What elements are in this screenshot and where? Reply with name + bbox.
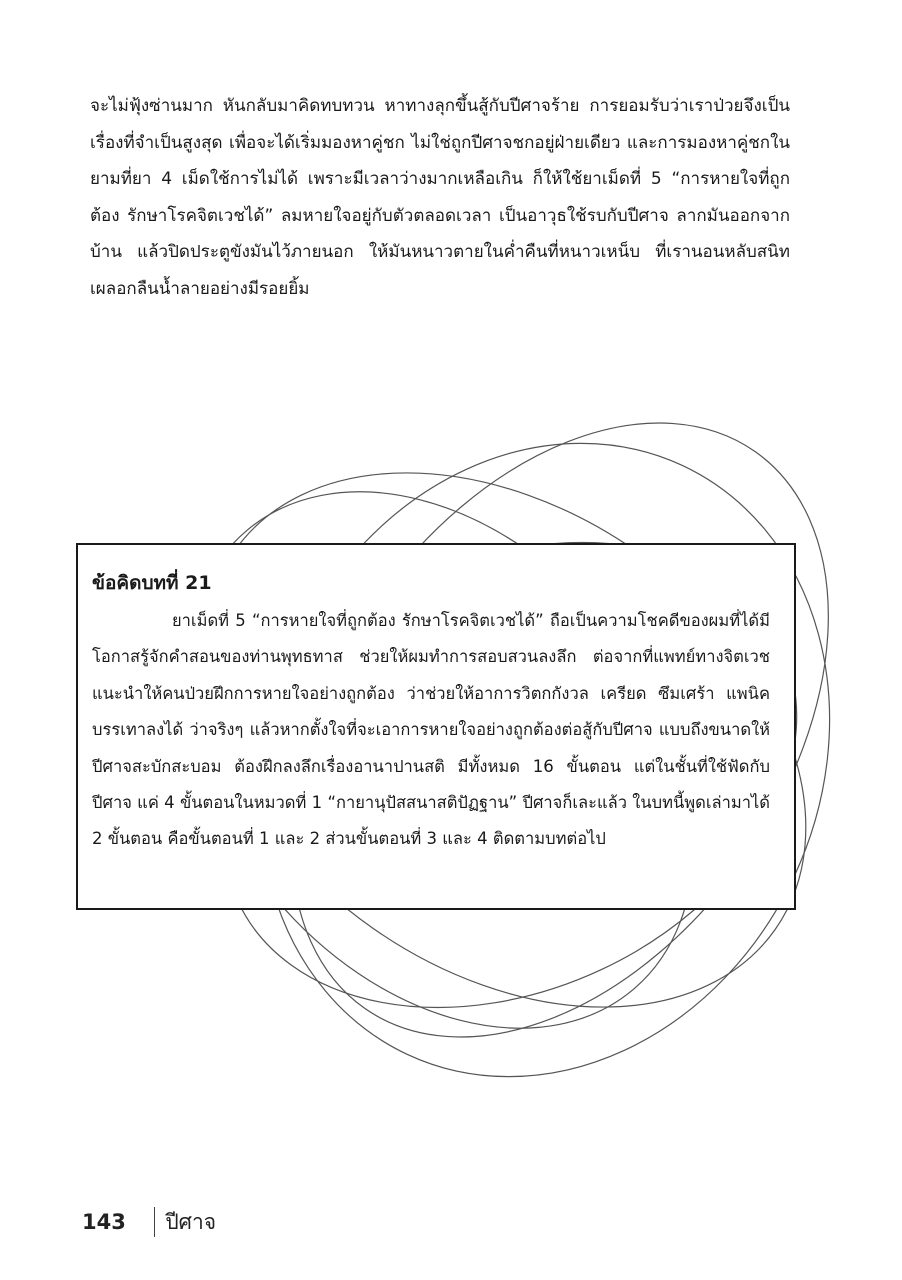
running-title: ปีศาจ <box>165 1209 217 1234</box>
page-footer <box>82 1204 216 1240</box>
reflection-box <box>76 543 796 910</box>
reflection-text: ยาเม็ดที่ 5 “การหายใจที่ถูกต้อง รักษาโรคจิตเวชได้” ถือเป็นความโชคดีของผมที่ได้มีโอกาสรู้จักคำสอนของท่านพุทธทาส ช่วยให้ผมทำการสอบสวนลงลึก ต่อจากที่แพทย์ทางจิตเวชแนะนำให้คนป่วยฝึกการหายใจอย่างถูกต้อง ว่าช่วยให้อาการวิตกกังวล เครียด ซึมเศร้า แพนิค บรรเทาลงได้ ว่าจริงๆ แล้วหากตั้งใจที่จะเอาการหายใจอย่างถูกต้องต่อสู้กับปีศาจ แบบถึงขนาดให้ปีศาจสะบักสะบอม ต้องฝึกลงลึกเรื่องอานาปานสติ มีทั้งหมด 16 ขั้นตอน แต่ในชั้นที่ใช้ฟัดกับปีศาจ แค่ 4 ขั้นตอนในหมวดที่ 1 “กายานุปัสสนาสติปัฏฐาน” ปีศาจก็เละแล้ว ในบทนี้พูดเล่ามาได้ 2 ขั้นตอน คือขั้นตอนที่ 1 และ 2 ส่วนขั้นตอนที่ 3 และ 4 ติดตามบทต่อไป <box>92 611 770 849</box>
reflection-title: ข้อคิดบทที่ 21 <box>92 572 212 594</box>
page-number: 143 <box>82 1210 126 1234</box>
footer-divider <box>154 1207 156 1237</box>
body-paragraph: จะไม่ฟุ้งซ่านมาก หันกลับมาคิดทบทวน หาทางลุกขึ้นสู้กับปีศาจร้าย การยอมรับว่าเราป่วยจึงเป็นเรื่องที่จำเป็นสูงสุด เพื่อจะได้เริ่มมองหาคู่ชก ไม่ใช่ถูกปีศาจชกอยู่ฝ่ายเดียว และการมองหาคู่ชกในยามที่ยา 4 เม็ดใช้การไม่ได้ เพราะมีเวลาว่างมากเหลือเกิน ก็ให้ใช้ยาเม็ดที่ 5 “การหายใจที่ถูกต้อง รักษาโรคจิตเวชได้” ลมหายใจอยู่กับตัวตลอดเวลา เป็นอาวุธใช้รบกับปีศาจ ลากมันออกจากบ้าน แล้วปิดประตูขังมันไว้ภายนอก ให้มันหนาวตายในค่ำคืนที่หนาวเหน็บ ที่เรานอนหลับสนิทเผลอกลืนน้ำลายอย่างมีรอยยิ้ม <box>90 96 790 299</box>
